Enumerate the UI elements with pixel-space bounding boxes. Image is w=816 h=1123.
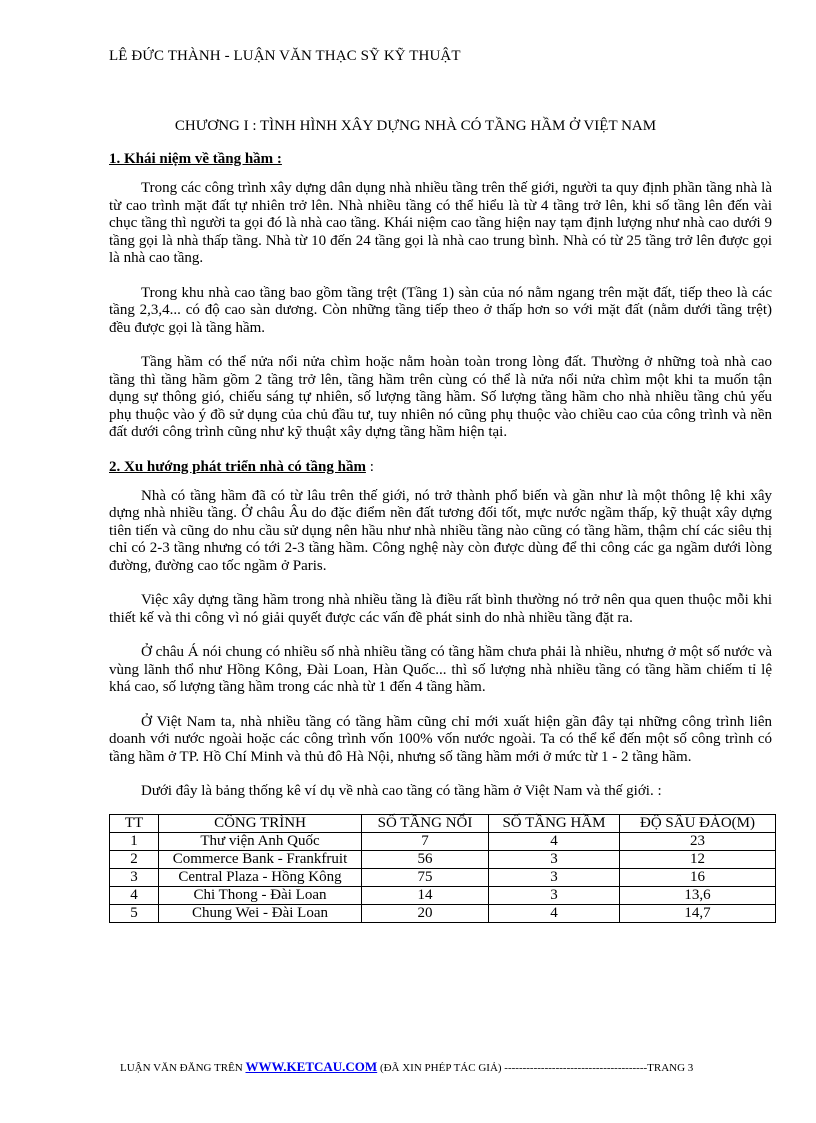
page-footer [120,1059,693,1075]
table-cell: Chi Thong - Đài Loan [159,886,362,904]
table-cell: 3 [489,850,620,868]
table-cell: 12 [620,850,776,868]
table-header-row [110,814,776,832]
paragraph: Việc xây dựng tầng hầm trong nhà nhiều tầng là điều rất bình thường nó trở nên qua quen thuộc mỗi khi thiết kế và thi công vì nó giải quyết được các vấn đề phát sinh do nhà nhiều tầng đặt ra. [109,592,772,626]
table-cell: Commerce Bank - Frankfruit [159,850,362,868]
table-cell: 3 [489,868,620,886]
document-body [109,151,772,923]
column-header: TT [110,814,159,832]
paragraph: Nhà có tầng hầm đã có từ lâu trên thế giới, nó trở thành phổ biến và gần như là một thông lệ khi xây dựng nhà nhiều tầng. Ở châu Âu do đặc điểm nền đất tương đối tốt, mực nước ngầm thấp, kỹ thuật xây dựng tiên tiến và cũng do nhu cầu sử dụng nên hầu như nhà nhiều tầng nào cũng có tầng hầm, thậm chí các siêu thị chỉ có 2-3 tầng nhưng có tới 2-3 tầng hầm. Công nghệ này còn được dùng để thi công các ga ngầm dưới lòng đường, đường cao tốc ngầm ở Paris. [109,487,772,574]
table-cell: 4 [110,886,159,904]
table-cell: 3 [489,886,620,904]
footer-suffix: (ĐÃ XIN PHÉP TÁC GIẢ) ---------------------------------------TRANG 3 [377,1062,694,1074]
building-statistics-table [109,814,776,923]
table-cell: 20 [362,904,489,922]
paragraph: Tầng hầm có thể nửa nổi nửa chìm hoặc nằm hoàn toàn trong lòng đất. Thường ở những toà nhà cao tầng thì tầng hầm gồm 2 tầng trở lên, tầng hầm trên cùng có thể là nửa nổi nửa chìm một khi ta muốn tận dụng sự thông gió, chiếu sáng tự nhiên, số lượng tầng hầm. Số lượng tầng hầm cho nhà nhiều tầng chủ yếu phụ thuộc vào ý đồ sử dụng của chủ đầu tư, tuy nhiên nó cũng phụ thuộc vào chiều cao của công trình và nền đất dưới công trình cũng như kỹ thuật xây dựng tầng hầm hiện tại. [109,354,772,440]
table-row [110,850,776,868]
table-cell: 75 [362,868,489,886]
table-cell: 2 [110,850,159,868]
table-cell: 16 [620,868,776,886]
page-header: LÊ ĐỨC THÀNH - LUẬN VĂN THẠC SỸ KỸ THUẬT [109,48,461,64]
section-2-heading: 2. Xu hướng phát triển nhà có tầng hầm : [109,458,374,475]
column-header: ĐỘ SÂU ĐÀO(M) [620,814,776,832]
column-header: SỐ TẦNG NỔI [362,814,489,832]
paragraph: Dưới đây là bảng thống kê ví dụ về nhà cao tầng có tầng hầm ở Việt Nam và thế giới. : [141,783,662,799]
paragraph: Trong khu nhà cao tầng bao gồm tầng trệt (Tầng 1) sàn của nó nằm ngang trên mặt đất, tiếp theo là các tầng 2,3,4... có độ cao sàn dương. Còn những tầng tiếp theo ở thấp hơn so với mặt đất (nằm dưới tầng trệt) đều được gọi là tầng hầm. [109,284,772,336]
paragraph: Ở châu Á nói chung có nhiều số nhà nhiều tầng có tầng hầm chưa phải là nhiều, nhưng ở một số nước và vùng lãnh thổ như Hồng Kông, Đài Loan, Hàn Quốc... thì số lượng nhà nhiều tầng có tầng hầm chiếm tỉ lệ khá cao, số lượng tầng hầm trong các nhà từ 1 đến 4 tầng hầm. [109,644,772,695]
table-cell: 5 [110,904,159,922]
table-cell: 4 [489,904,620,922]
paragraph: Trong các công trình xây dựng dân dụng nhà nhiều tầng trên thế giới, người ta quy định phần tầng nhà là từ cao trình mặt đất tự nhiên trở lên. Nhà nhiều tầng có thể hiểu là từ 4 tầng trở lên, khi số tầng lên đến vài chục tầng thì người ta gọi đó là nhà cao tầng. Khái niệm cao tầng hiện nay tạm định lượng như nhà cao dưới 9 tầng gọi là nhà thấp tầng. Nhà từ 10 đến 24 tầng gọi là nhà cao trung bình. Nhà có từ 25 tầng trở lên được gọi là nhà cao tầng. [109,180,772,266]
table-row [110,904,776,922]
table-cell: 56 [362,850,489,868]
footer-prefix: LUẬN VĂN ĐĂNG TRÊN [120,1062,246,1074]
table-cell: 1 [110,832,159,850]
table-cell: 3 [110,868,159,886]
table-cell: Chung Wei - Đài Loan [159,904,362,922]
table-cell: 13,6 [620,886,776,904]
column-header: CÔNG TRÌNH [159,814,362,832]
table-row [110,886,776,904]
ketcau-link[interactable]: WWW.KETCAU.COM [245,1059,378,1074]
table-cell: 4 [489,832,620,850]
chapter-title: CHƯƠNG I : TÌNH HÌNH XÂY DỰNG NHÀ CÓ TẦNG HẦM Ở VIỆT NAM [174,118,657,134]
section-1-heading: 1. Khái niệm về tầng hầm : [109,151,282,167]
table-cell: 14 [362,886,489,904]
table-cell: 23 [620,832,776,850]
table-cell: 7 [362,832,489,850]
table-cell: Central Plaza - Hồng Kông [159,868,362,886]
table-row [110,832,776,850]
paragraph: Ở Việt Nam ta, nhà nhiều tầng có tầng hầm cũng chỉ mới xuất hiện gần đây tại những công trình liên doanh với nước ngoài hoặc các công trình vốn 100% vốn nước ngoài. Ta có thể kể đến một số công trình có tầng hầm ở TP. Hồ Chí Minh và thủ đô Hà Nội, nhưng số tầng hầm mới ở mức từ 1 - 2 tầng hầm. [109,713,772,765]
table-row [110,868,776,886]
table-cell: Thư viện Anh Quốc [159,832,362,850]
column-header: SỐ TẦNG HẦM [489,814,620,832]
table-cell: 14,7 [620,904,776,922]
